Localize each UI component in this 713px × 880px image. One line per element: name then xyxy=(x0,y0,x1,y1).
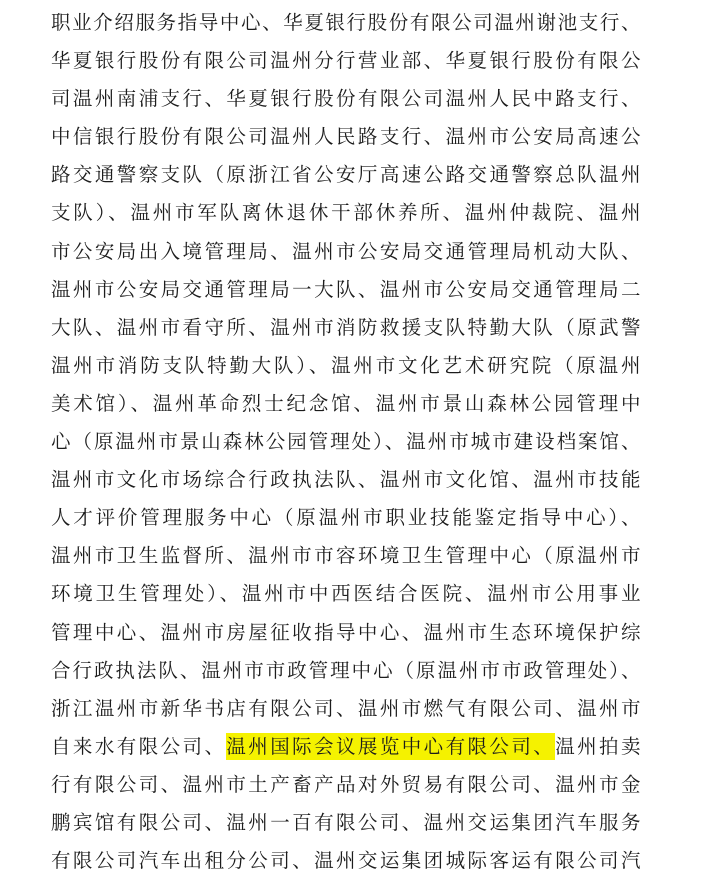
text-line-15: 温州市卫生监督所、温州市市容环境卫生管理中心（原温州市 xyxy=(51,544,641,568)
highlighted-text: 温州国际会议展览中心有限公司、 xyxy=(226,734,556,758)
text-line-23: 有限公司汽车出租分公司、温州交运集团城际客运有限公司汽 xyxy=(51,849,641,873)
text-segment-before-highlight: 自来水有限公司、 xyxy=(51,734,227,758)
text-line-14: 人才评价管理服务中心（原温州市职业技能鉴定指导中心）、 xyxy=(51,506,641,530)
text-line-18: 合行政执法队、温州市市政管理中心（原温州市市政管理处）、 xyxy=(51,658,641,682)
text-line-9: 大队、温州市看守所、温州市消防救援支队特勤大队（原武警 xyxy=(51,315,641,339)
text-line-3: 司温州南浦支行、华夏银行股份有限公司温州人民中路支行、 xyxy=(51,87,641,111)
text-line-12: 心（原温州市景山森林公园管理处）、温州市城市建设档案馆、 xyxy=(51,430,641,454)
text-line-2: 华夏银行股份有限公司温州分行营业部、华夏银行股份有限公 xyxy=(51,49,641,73)
text-line-11: 美术馆）、温州革命烈士纪念馆、温州市景山森林公园管理中 xyxy=(51,391,641,415)
text-line-8: 温州市公安局交通管理局一大队、温州市公安局交通管理局二 xyxy=(51,277,641,301)
text-line-20 xyxy=(51,728,641,766)
text-line-13: 温州市文化市场综合行政执法队、温州市文化馆、温州市技能 xyxy=(51,468,641,492)
text-line-16: 环境卫生管理处）、温州市中西医结合医院、温州市公用事业 xyxy=(51,582,641,606)
text-line-1: 职业介绍服务指导中心、华夏银行股份有限公司温州谢池支行、 xyxy=(51,11,641,34)
text-line-21: 行有限公司、温州市土产畜产品对外贸易有限公司、温州市金 xyxy=(51,772,641,796)
body-text xyxy=(51,4,641,880)
text-line-5: 路交通警察支队（原浙江省公安厅高速公路交通警察总队温州 xyxy=(51,163,641,187)
text-line-10: 温州市消防支队特勤大队）、温州市文化艺术研究院（原温州 xyxy=(51,353,641,377)
text-line-7: 市公安局出入境管理局、温州市公安局交通管理局机动大队、 xyxy=(51,239,641,263)
text-line-22: 鹏宾馆有限公司、温州一百有限公司、温州交运集团汽车服务 xyxy=(51,810,641,834)
text-line-19: 浙江温州市新华书店有限公司、温州市燃气有限公司、温州市 xyxy=(51,696,641,720)
text-line-17: 管理中心、温州市房屋征收指导中心、温州市生态环境保护综 xyxy=(51,620,641,644)
text-line-6: 支队）、温州市军队离休退休干部休养所、温州仲裁院、温州 xyxy=(51,201,641,225)
text-line-4: 中信银行股份有限公司温州人民路支行、温州市公安局高速公 xyxy=(51,125,641,149)
text-segment-after-highlight: 温州拍卖 xyxy=(555,734,641,758)
